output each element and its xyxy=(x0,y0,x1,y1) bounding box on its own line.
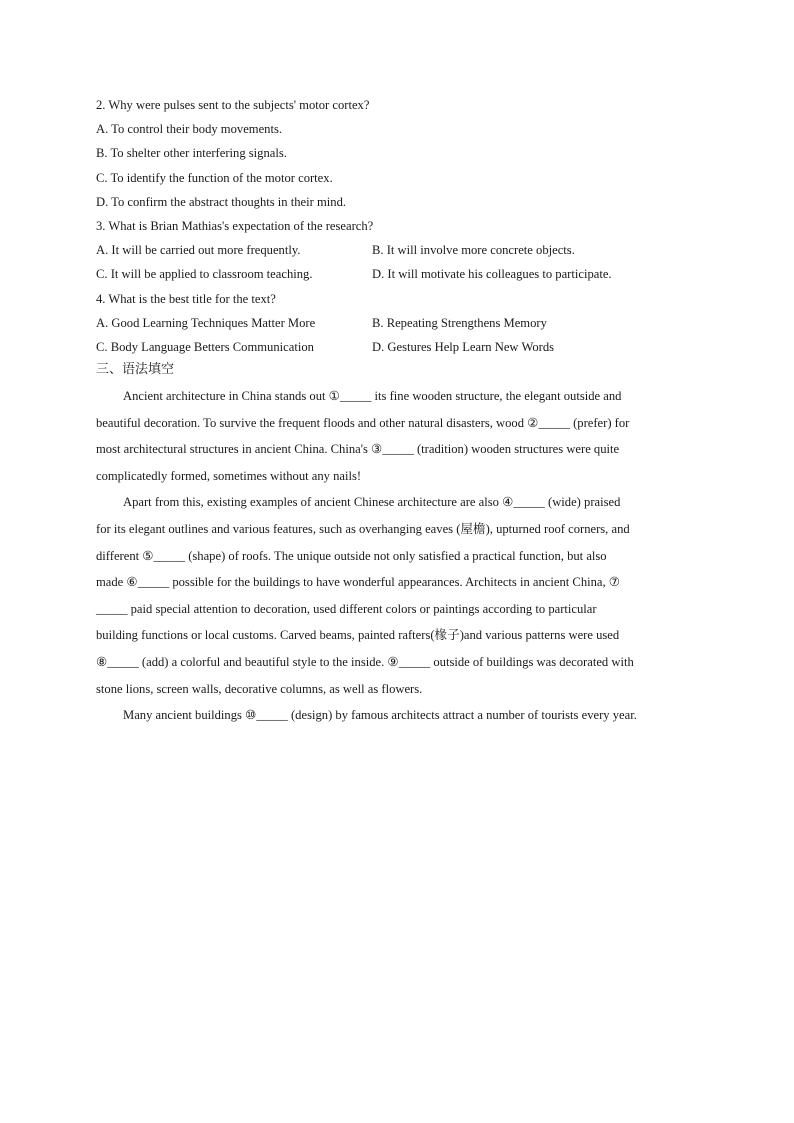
passage-paragraph-1 xyxy=(96,383,700,489)
passage-line: _____ paid special attention to decoration, used different colors or paintings according to particular xyxy=(96,601,597,616)
option-c: C. Body Language Betters Communication xyxy=(96,339,314,354)
option-d: D. It will motivate his colleagues to participate. xyxy=(372,267,612,282)
option-b: B. Repeating Strengthens Memory xyxy=(372,315,547,330)
passage-paragraph-3 xyxy=(96,702,700,729)
option-row xyxy=(96,262,700,286)
question-stem: 3. What is Brian Mathias's expectation of the research? xyxy=(96,218,374,233)
option-c: C. To identify the function of the motor cortex. xyxy=(96,170,333,185)
option-row xyxy=(96,311,700,335)
passage-line: made ⑥_____ possible for the buildings to have wonderful appearances. Architects in ancient China, ⑦ xyxy=(96,575,621,590)
section-title: 三、语法填空 xyxy=(96,362,175,378)
question-2 xyxy=(96,93,700,214)
passage-line: Many ancient buildings ⑩_____ (design) by famous architects attract a number of tourists every year. xyxy=(123,708,637,723)
option-d: D. To confirm the abstract thoughts in their mind. xyxy=(96,194,347,209)
question-4 xyxy=(96,287,700,360)
option-b: B. It will involve more concrete objects. xyxy=(372,243,575,258)
passage-line: complicatedly formed, sometimes without any nails! xyxy=(96,468,362,483)
option-a: A. Good Learning Techniques Matter More xyxy=(96,315,316,330)
question-stem: 2. Why were pulses sent to the subjects' motor cortex? xyxy=(96,98,370,112)
option-c: C. It will be applied to classroom teaching. xyxy=(96,267,313,282)
question-stem: 4. What is the best title for the text? xyxy=(96,291,276,306)
passage-line: Ancient architecture in China stands out ①_____ its fine wooden structure, the elegant outside and xyxy=(123,389,622,404)
option-a: A. It will be carried out more frequently. xyxy=(96,243,301,258)
passage-line: stone lions, screen walls, decorative columns, as well as flowers. xyxy=(96,681,423,696)
passage-line: for its elegant outlines and various features, such as overhanging eaves (屋檐), upturned roof corners, and xyxy=(96,522,630,537)
worksheet-page xyxy=(96,93,700,729)
passage-paragraph-2 xyxy=(96,489,700,702)
question-3 xyxy=(96,214,700,287)
passage-line: beautiful decoration. To survive the frequent floods and other natural disasters, wood ②_____ (prefer) for xyxy=(96,415,630,430)
option-a: A. To control their body movements. xyxy=(96,122,283,137)
passage-line: building functions or local customs. Carved beams, painted rafters(椽子)and various patterns were used xyxy=(96,628,620,643)
option-d: D. Gestures Help Learn New Words xyxy=(372,339,555,354)
option-row xyxy=(96,238,700,262)
option-row xyxy=(96,335,700,359)
option-b: B. To shelter other interfering signals. xyxy=(96,146,287,161)
passage-line: different ⑤_____ (shape) of roofs. The unique outside not only satisfied a practical function, but also xyxy=(96,548,607,563)
passage-line: Apart from this, existing examples of ancient Chinese architecture are also ④_____ (wide) praised xyxy=(123,495,621,510)
passage-line: most architectural structures in ancient China. China's ③_____ (tradition) wooden structures were quite xyxy=(96,442,620,457)
passage-line: ⑧_____ (add) a colorful and beautiful style to the inside. ⑨_____ outside of buildings was decorated with xyxy=(96,655,634,669)
